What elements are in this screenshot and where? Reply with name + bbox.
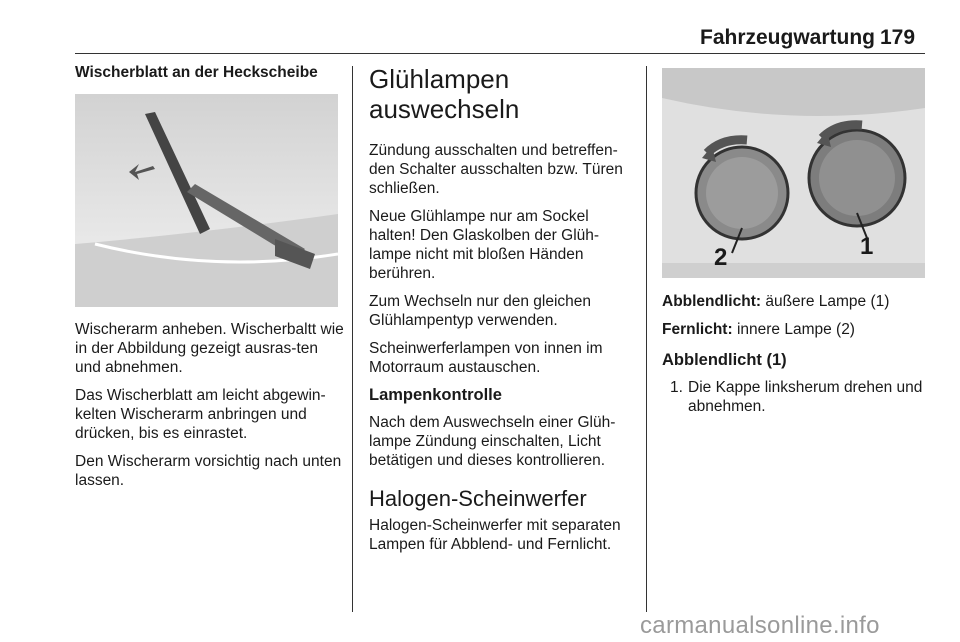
- step-number: 1.: [670, 379, 683, 396]
- column-1: [75, 64, 347, 82]
- step-item: [662, 378, 932, 416]
- column-1-text: [75, 320, 347, 499]
- page-number: 179: [880, 26, 916, 49]
- section-heading-wiper: Wischerblatt an der Heckscheibe: [75, 64, 318, 81]
- subheading-low-beam: Abblendlicht (1): [662, 351, 787, 369]
- paragraph: Zündung ausschalten und betreffen-den Schalter ausschalten bzw. Türen schließen.: [369, 142, 623, 197]
- step-text: Die Kappe linksherum drehen und abnehmen.: [688, 379, 923, 415]
- paragraph: Das Wischerblatt am leicht abgewin-kelten Wischerarm anbringen und drücken, bis es einrastet.: [75, 387, 326, 442]
- paragraph: Den Wischerarm vorsichtig nach unten lassen.: [75, 453, 342, 489]
- definition-low-beam: [662, 292, 932, 311]
- paragraph: Wischerarm anheben. Wischerbaltt wie in der Abbildung gezeigt ausras-ten und abnehmen.: [75, 321, 344, 376]
- definition-high-beam: [662, 320, 932, 339]
- figure-label-2: 2: [714, 244, 728, 271]
- definition-term: Abblendlicht:: [662, 293, 762, 310]
- paragraph: Scheinwerferlampen von innen im Motorraum austauschen.: [369, 340, 603, 376]
- column-3-text: [662, 292, 932, 416]
- watermark: carmanualsonline.info: [640, 612, 880, 639]
- headlamp-illustration: [662, 68, 925, 278]
- running-header-title: Fahrzeugwartung: [700, 26, 876, 49]
- figure-label-1: 1: [860, 233, 874, 260]
- header-rule: [75, 53, 925, 54]
- column-divider-2: [646, 66, 647, 612]
- definition-desc: innere Lampe (2): [736, 321, 855, 338]
- section-heading-bulbs: Glühlampen auswechseln: [369, 64, 520, 124]
- section-heading-halogen: Halogen-Scheinwerfer: [369, 486, 587, 511]
- subheading-lamp-check: Lampenkontrolle: [369, 386, 502, 404]
- paragraph: Halogen-Scheinwerfer mit separaten Lampen für Abblend- und Fernlicht.: [369, 517, 621, 553]
- paragraph: Nach dem Auswechseln einer Glüh-lampe Zündung einschalten, Licht betätigen und dieses kontrollieren.: [369, 414, 616, 469]
- paragraph: Zum Wechseln nur den gleichen Glühlampentyp verwenden.: [369, 293, 592, 329]
- definition-term: Fernlicht:: [662, 321, 733, 338]
- column-divider-1: [352, 66, 353, 612]
- column-2: [369, 64, 637, 563]
- paragraph: Neue Glühlampe nur am Sockel halten! Den Glaskolben der Glüh-lampe nicht mit bloßen Händen berühren.: [369, 208, 600, 282]
- definition-desc: äußere Lampe (1): [765, 293, 890, 310]
- wiper-illustration: [75, 94, 338, 307]
